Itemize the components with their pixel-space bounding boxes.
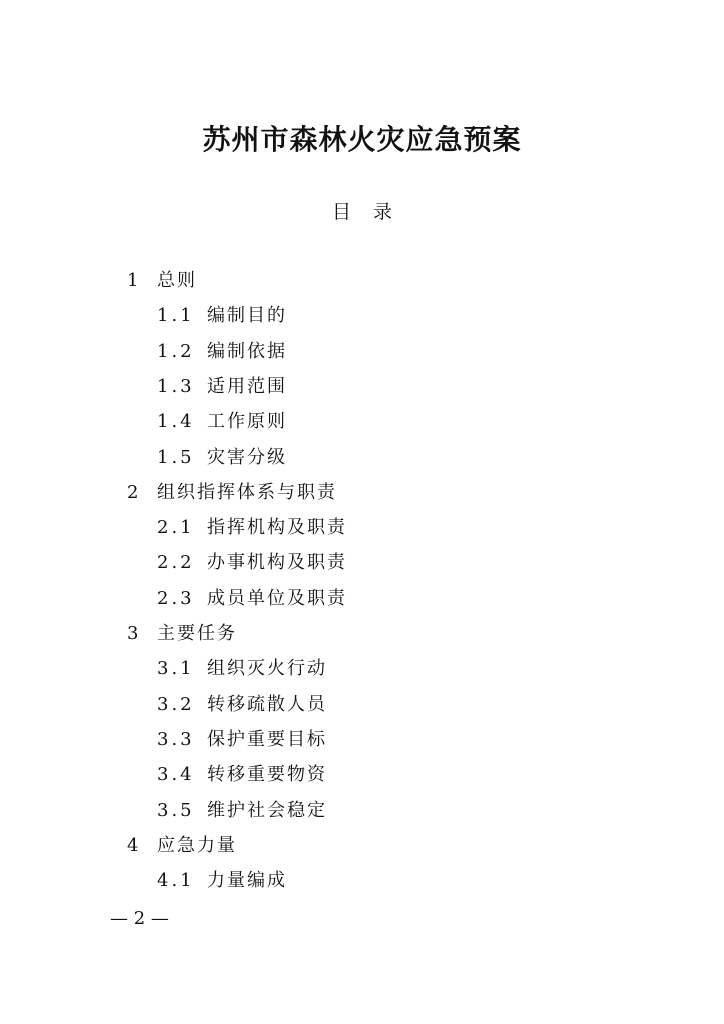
toc-entry-title: 适用范围 xyxy=(207,376,287,397)
toc-entry[interactable] xyxy=(157,868,287,894)
toc-entry-number: 1.3 xyxy=(157,376,195,397)
toc-entry-number: 1 xyxy=(127,270,141,291)
toc-entry-title: 指挥机构及职责 xyxy=(207,517,347,538)
toc-entry-number: 2.2 xyxy=(157,552,195,573)
toc-entry-number: 4.1 xyxy=(157,870,195,891)
toc-entry-title: 灾害分级 xyxy=(207,447,287,468)
toc-entry-number: 3.5 xyxy=(157,800,195,821)
toc-entry-title: 主要任务 xyxy=(157,623,237,644)
toc-entry-title: 维护社会稳定 xyxy=(207,800,327,821)
toc-entry-number: 1.4 xyxy=(157,411,195,432)
toc-entry[interactable] xyxy=(127,621,237,647)
toc-entry[interactable] xyxy=(157,656,327,682)
toc-entry-number: 2.1 xyxy=(157,517,195,538)
toc-entry[interactable] xyxy=(157,798,327,824)
toc-entry-title: 成员单位及职责 xyxy=(207,588,347,609)
toc-entry-number: 1.1 xyxy=(157,305,195,326)
toc-entry-number: 2.3 xyxy=(157,588,195,609)
toc-entry[interactable] xyxy=(127,480,337,506)
toc-entry[interactable] xyxy=(157,727,327,753)
toc-entry-number: 3.4 xyxy=(157,764,195,785)
toc-entry-title: 工作原则 xyxy=(207,411,287,432)
toc-entry-number: 1.5 xyxy=(157,447,195,468)
toc-entry-title: 力量编成 xyxy=(207,870,287,891)
toc-entry[interactable] xyxy=(157,409,287,435)
toc-entry-number: 3.3 xyxy=(157,729,195,750)
toc-entry-number: 4 xyxy=(127,835,141,856)
toc-entry[interactable] xyxy=(157,550,347,576)
toc-entry[interactable] xyxy=(157,692,327,718)
page-number: — 2 — xyxy=(110,908,169,929)
toc-entry-title: 编制目的 xyxy=(207,305,287,326)
toc-entry-title: 保护重要目标 xyxy=(207,729,327,750)
toc-entry-number: 3 xyxy=(127,623,141,644)
toc-entry[interactable] xyxy=(127,833,237,859)
toc-entry-title: 总则 xyxy=(157,270,197,291)
toc-entry[interactable] xyxy=(157,586,347,612)
toc-entry[interactable] xyxy=(157,515,347,541)
toc-entry-number: 3.2 xyxy=(157,694,195,715)
toc-entry-title: 办事机构及职责 xyxy=(207,552,347,573)
toc-entry[interactable] xyxy=(157,303,287,329)
toc-entry-title: 转移疏散人员 xyxy=(207,694,327,715)
toc-entry-title: 编制依据 xyxy=(207,341,287,362)
document-title: 苏州市森林火灾应急预案 xyxy=(202,123,522,156)
toc-entry[interactable] xyxy=(127,268,197,294)
toc-entry-title: 应急力量 xyxy=(157,835,237,856)
toc-entry-title: 转移重要物资 xyxy=(207,764,327,785)
toc-heading-right: 录 xyxy=(373,201,393,223)
toc-heading-left: 目 xyxy=(331,201,351,223)
toc-entry-title: 组织指挥体系与职责 xyxy=(157,482,337,503)
toc-entry-number: 3.1 xyxy=(157,658,195,679)
toc-entry[interactable] xyxy=(157,445,287,471)
toc-entry-number: 2 xyxy=(127,482,141,503)
toc-entry[interactable] xyxy=(157,339,287,365)
toc-entry[interactable] xyxy=(157,762,327,788)
toc-entry[interactable] xyxy=(157,374,287,400)
toc-entry-title: 组织灭火行动 xyxy=(207,658,327,679)
toc-entry-number: 1.2 xyxy=(157,341,195,362)
